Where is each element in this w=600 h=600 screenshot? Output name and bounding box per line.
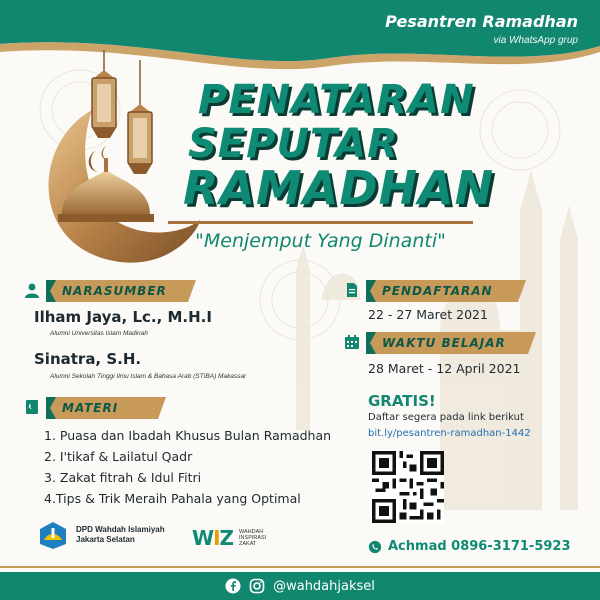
- whatsapp-contact[interactable]: [368, 539, 571, 554]
- wahdah-logo: [36, 520, 70, 550]
- contact-number: Achmad 0896-3171-5923: [388, 539, 571, 554]
- tagline: "Menjemput Yang Dinanti": [195, 230, 446, 252]
- header-subtitle: via WhatsApp grup: [493, 35, 578, 46]
- organizer-wahdah: [36, 520, 165, 550]
- headline-line2: SEPUTAR: [188, 121, 399, 167]
- materi-ribbon: MATERI: [46, 397, 166, 419]
- pendaftaran-ribbon: PENDAFTARAN: [366, 280, 526, 302]
- footer-bar: [0, 572, 600, 600]
- user-icon: [24, 282, 40, 298]
- headline-line3: RAMADHAN: [183, 161, 495, 215]
- waktu-belajar-ribbon: WAKTU BELAJAR: [366, 332, 536, 354]
- whatsapp-icon: [368, 540, 382, 554]
- narasumber-ribbon: NARASUMBER: [46, 280, 196, 302]
- list-item: 2. I'tikaf & Lailatul Qadr: [44, 449, 193, 464]
- list-item: 4.Tips & Trik Meraih Pahala yang Optimal: [44, 491, 301, 506]
- program-title: [385, 12, 578, 46]
- org2-line1: WAHDAH: [239, 529, 264, 535]
- book-icon: [24, 399, 40, 415]
- organizer-wiz: [192, 526, 266, 550]
- headline-line1: PENATARAN: [198, 77, 475, 123]
- pendaftaran-date: 22 - 27 Maret 2021: [368, 307, 488, 322]
- header-title: Pesantren Ramadhan: [385, 12, 578, 31]
- org1-line1: DPD Wahdah Islamiyah: [76, 525, 165, 534]
- free-label: GRATIS!: [368, 392, 436, 410]
- org2-line2: INSPIRASI: [239, 535, 267, 541]
- social-handle[interactable]: @wahdahjaksel: [273, 578, 375, 594]
- speaker-1-affiliation: Alumni Universitas Islam Madinah: [50, 330, 148, 337]
- org2-line3: ZAKAT: [239, 541, 257, 547]
- registration-description: Daftar segera pada link berikut: [368, 412, 524, 423]
- materi-list: [44, 428, 331, 512]
- registration-link[interactable]: bit.ly/pesantren-ramadhan-1442: [368, 428, 531, 439]
- speaker-2-name: Sinatra, S.H.: [34, 350, 142, 368]
- waktu-belajar-date: 28 Maret - 12 April 2021: [368, 361, 521, 376]
- speaker-2-affiliation: Alumni Sekolah Tinggi Ilmu Islam & Bahasa Arab (STIBA) Makassar: [50, 373, 247, 380]
- document-icon: [344, 282, 360, 298]
- event-title: [178, 77, 495, 215]
- title-divider: [168, 221, 473, 224]
- list-item: 1. Puasa dan Ibadah Khusus Bulan Ramadhan: [44, 428, 332, 443]
- wiz-logo: WIZ: [192, 526, 234, 550]
- speaker-1-name: Ilham Jaya, Lc., M.H.I: [34, 308, 212, 326]
- lantern-icon: [92, 50, 116, 138]
- qr-code-icon[interactable]: [372, 451, 444, 523]
- org1-line2: Jakarta Selatan: [76, 535, 135, 544]
- instagram-icon[interactable]: [249, 578, 265, 594]
- calendar-icon: [344, 334, 360, 350]
- facebook-icon[interactable]: [225, 578, 241, 594]
- list-item: 3. Zakat fitrah & Idul Fitri: [44, 470, 202, 485]
